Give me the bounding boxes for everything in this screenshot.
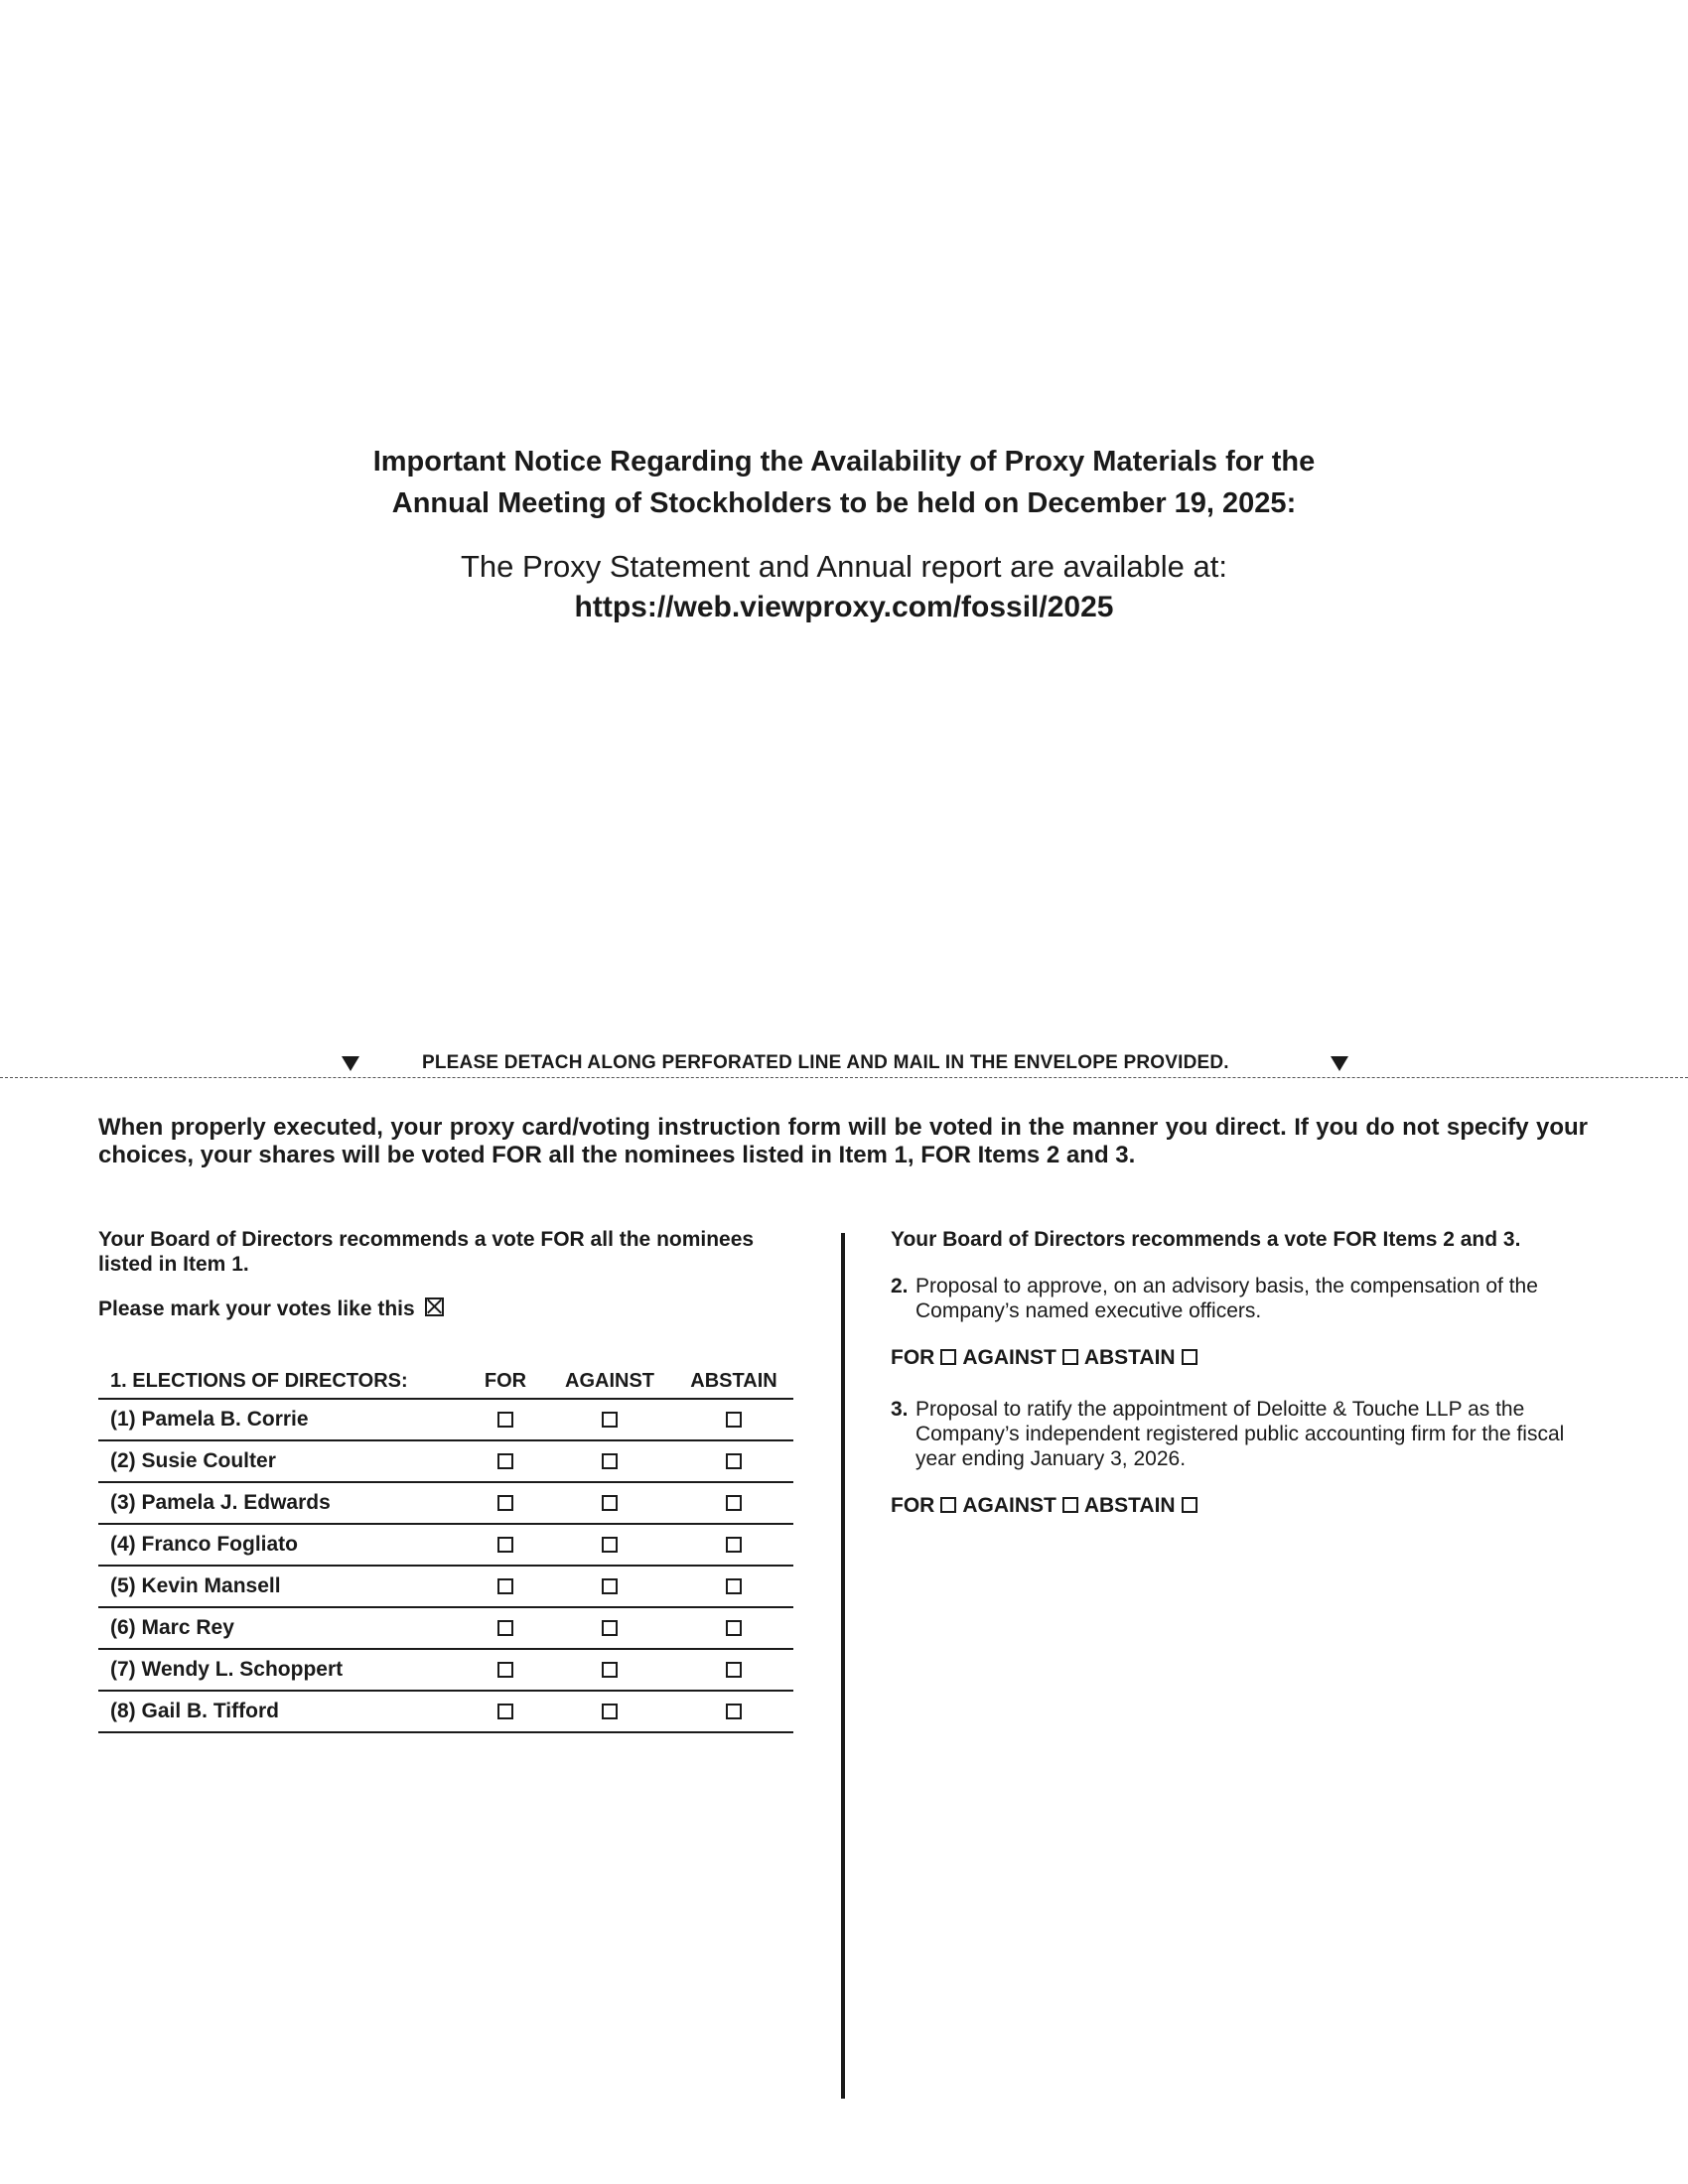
for-checkbox[interactable] — [497, 1704, 513, 1719]
abstain-checkbox[interactable] — [726, 1620, 742, 1636]
for-label: FOR — [891, 1346, 935, 1369]
elections-header: 1. ELECTIONS OF DIRECTORS: — [98, 1364, 466, 1399]
perforated-line — [0, 1077, 1688, 1078]
nominee-name: (4) Franco Fogliato — [98, 1524, 466, 1566]
abstain-checkbox[interactable] — [726, 1578, 742, 1594]
against-checkbox[interactable] — [602, 1412, 618, 1428]
notice-title-line-1: Important Notice Regarding the Availability of Proxy Materials for the — [372, 446, 1316, 478]
for-checkbox[interactable] — [940, 1497, 956, 1513]
table-header-row — [98, 1364, 793, 1399]
for-checkbox[interactable] — [497, 1537, 513, 1553]
for-checkbox[interactable] — [497, 1578, 513, 1594]
down-arrow-icon — [1331, 1056, 1348, 1071]
proposal-text: Proposal to ratify the appointment of Deloitte & Touche LLP as the Company’s independent registered public accounting firm for the fiscal year ending January 3, 2026. — [915, 1398, 1565, 1470]
abstain-checkbox[interactable] — [726, 1412, 742, 1428]
voting-intro-text: When properly executed, your proxy card/voting instruction form will be voted in the manner you direct. If you do not specify your choices, your shares will be voted FOR all the nominees listed in Item 1, FOR Items 2 and 3. — [98, 1114, 1588, 1168]
abstain-checkbox[interactable] — [726, 1453, 742, 1469]
against-checkbox[interactable] — [602, 1495, 618, 1511]
availability-text: The Proxy Statement and Annual report are available at: — [460, 549, 1228, 584]
notice-section — [0, 441, 1688, 627]
table-row — [98, 1482, 793, 1524]
for-checkbox[interactable] — [497, 1620, 513, 1636]
nominee-name: (8) Gail B. Tifford — [98, 1691, 466, 1732]
board-recommendation-items-2-3: Your Board of Directors recommends a vote FOR Items 2 and 3. — [891, 1228, 1521, 1251]
table-row — [98, 1566, 793, 1607]
for-checkbox[interactable] — [940, 1349, 956, 1365]
detach-instruction-row — [0, 1050, 1688, 1080]
proxy-materials-url[interactable]: https://web.viewproxy.com/fossil/2025 — [574, 591, 1114, 623]
proposal-2-vote-options — [891, 1345, 1596, 1371]
against-checkbox[interactable] — [602, 1537, 618, 1553]
abstain-checkbox[interactable] — [726, 1662, 742, 1678]
table-row — [98, 1607, 793, 1649]
against-label: AGAINST — [962, 1494, 1056, 1517]
column-divider — [841, 1233, 845, 2099]
proposal-text: Proposal to approve, on an advisory basis, the compensation of the Company’s named executive officers. — [915, 1275, 1538, 1322]
nominee-name: (1) Pamela B. Corrie — [98, 1399, 466, 1440]
board-recommendation-item-1: Your Board of Directors recommends a vote FOR all the nominees listed in Item 1. — [98, 1228, 755, 1276]
abstain-label: ABSTAIN — [1083, 1346, 1176, 1369]
table-row — [98, 1440, 793, 1482]
against-checkbox[interactable] — [602, 1453, 618, 1469]
against-checkbox[interactable] — [1062, 1497, 1078, 1513]
abstain-checkbox[interactable] — [726, 1495, 742, 1511]
down-arrow-icon — [342, 1056, 359, 1071]
directors-section — [98, 1227, 793, 1733]
notice-title-line-2: Annual Meeting of Stockholders to be held on December 19, 2025: — [391, 487, 1297, 519]
for-checkbox[interactable] — [497, 1412, 513, 1428]
abstain-checkbox[interactable] — [726, 1537, 742, 1553]
nominee-name: (2) Susie Coulter — [98, 1440, 466, 1482]
nominee-name: (3) Pamela J. Edwards — [98, 1482, 466, 1524]
abstain-checkbox[interactable] — [1182, 1497, 1197, 1513]
abstain-label: ABSTAIN — [1083, 1494, 1176, 1517]
for-checkbox[interactable] — [497, 1453, 513, 1469]
nominee-name: (6) Marc Rey — [98, 1607, 466, 1649]
against-checkbox[interactable] — [1062, 1349, 1078, 1365]
proposals-section — [891, 1227, 1596, 1519]
nominee-name: (7) Wendy L. Schoppert — [98, 1649, 466, 1691]
directors-election-table — [98, 1364, 793, 1733]
table-row — [98, 1649, 793, 1691]
for-checkbox[interactable] — [497, 1662, 513, 1678]
for-label: FOR — [891, 1494, 935, 1517]
proposal-number: 2. — [891, 1275, 909, 1297]
abstain-column-header: ABSTAIN — [674, 1364, 793, 1399]
for-checkbox[interactable] — [497, 1495, 513, 1511]
abstain-checkbox[interactable] — [1182, 1349, 1197, 1365]
mark-instruction-text: Please mark your votes like this — [98, 1297, 415, 1320]
marked-checkbox-example-icon — [425, 1297, 444, 1316]
detach-instruction: PLEASE DETACH ALONG PERFORATED LINE AND MAIL IN THE ENVELOPE PROVIDED. — [422, 1052, 1229, 1073]
proposal-2 — [891, 1274, 1596, 1323]
table-row — [98, 1524, 793, 1566]
for-column-header: FOR — [466, 1364, 545, 1399]
against-label: AGAINST — [962, 1346, 1056, 1369]
proposal-3 — [891, 1397, 1596, 1471]
against-checkbox[interactable] — [602, 1578, 618, 1594]
mark-instruction — [98, 1297, 793, 1322]
against-checkbox[interactable] — [602, 1704, 618, 1719]
proposal-number: 3. — [891, 1398, 909, 1421]
against-column-header: AGAINST — [545, 1364, 674, 1399]
abstain-checkbox[interactable] — [726, 1704, 742, 1719]
proposal-3-vote-options — [891, 1493, 1596, 1519]
against-checkbox[interactable] — [602, 1620, 618, 1636]
nominee-name: (5) Kevin Mansell — [98, 1566, 466, 1607]
against-checkbox[interactable] — [602, 1662, 618, 1678]
table-row — [98, 1399, 793, 1440]
table-row — [98, 1691, 793, 1732]
